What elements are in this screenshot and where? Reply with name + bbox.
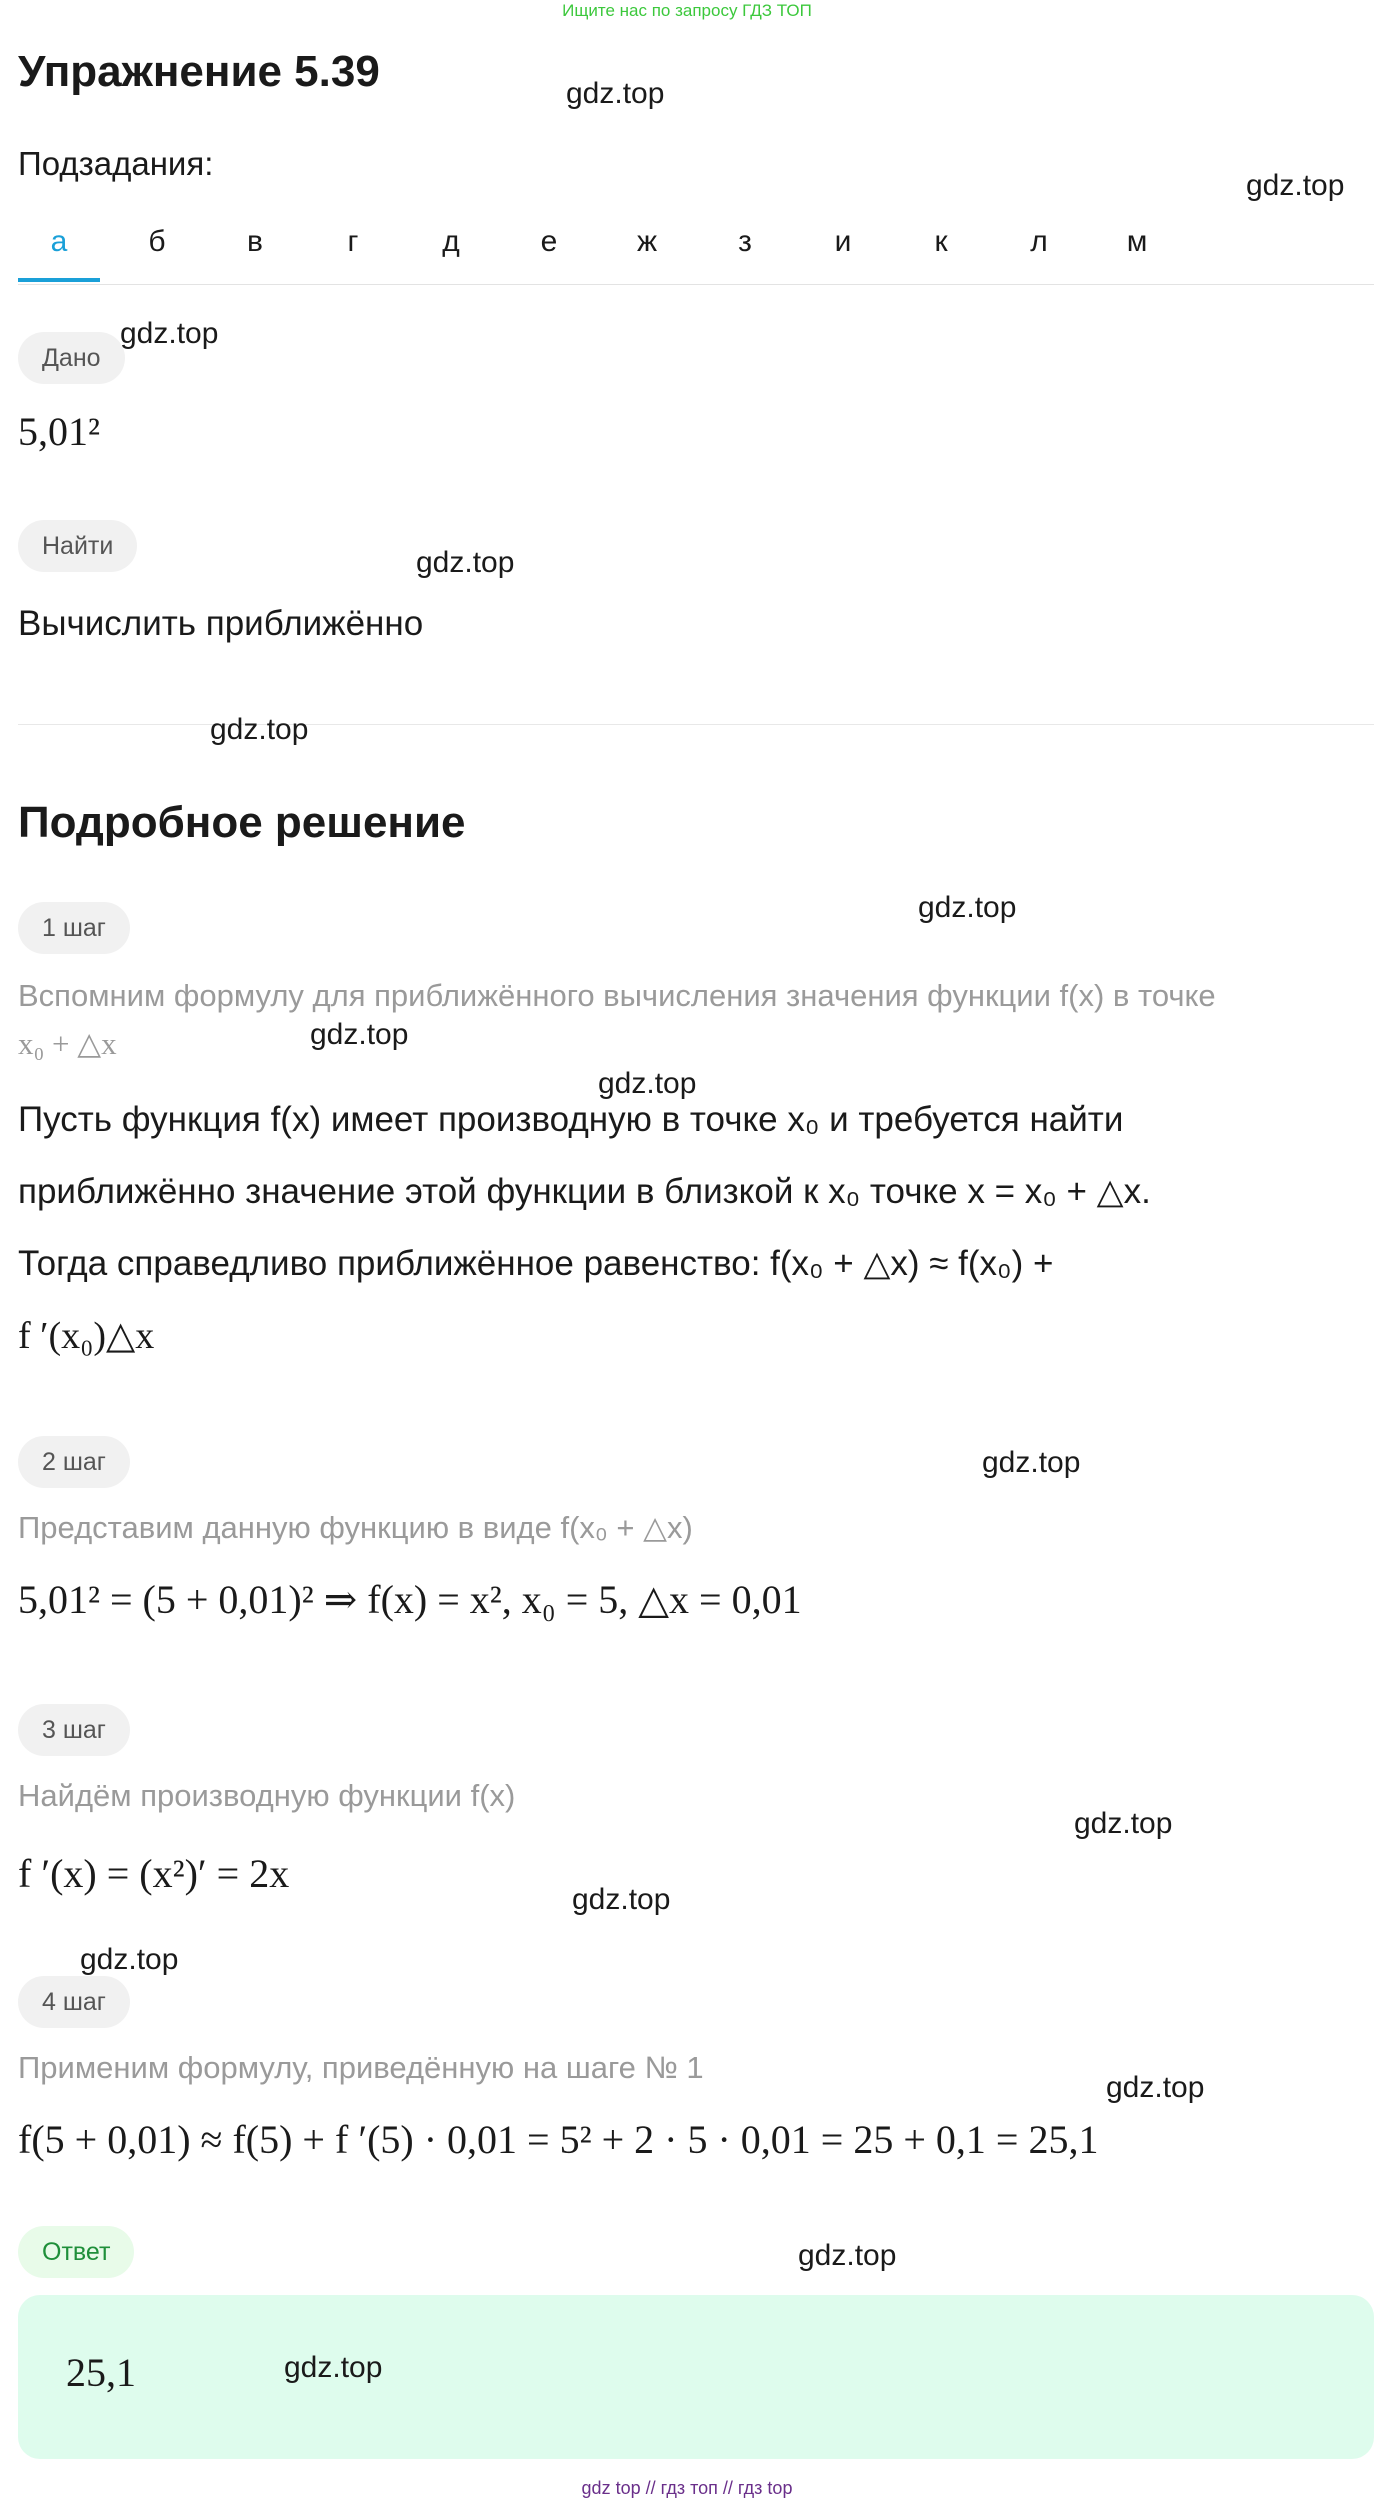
step-4-hint: Применим формулу, приведённую на шаге № 1 [18, 2050, 704, 2085]
step-1-text-1: Пусть функция f(x) имеет производную в точке x₀ и требуется найти [18, 1100, 1124, 1139]
find-value: Вычислить приближённо [18, 604, 424, 643]
watermark: gdz.top [416, 546, 515, 579]
tab-g[interactable]: г [347, 225, 359, 258]
tab-m[interactable]: м [1126, 225, 1148, 258]
tab-b[interactable]: б [148, 225, 166, 258]
watermark: gdz.top [120, 317, 219, 350]
step-4-formula: f(5 + 0,01) ≈ f(5) + f ′(5) · 0,01 = 5² + 2 · 5 · 0,01 = 25 + 0,1 = 25,1 [18, 2117, 1099, 2162]
answer-value: 25,1 [66, 2350, 136, 2395]
watermark: gdz.top [566, 77, 665, 110]
watermark: gdz.top [572, 1883, 671, 1916]
answer-box [18, 2295, 1374, 2459]
step-1-text-3: Тогда справедливо приближённое равенство: f(x₀ + △x) ≈ f(x₀) + [18, 1244, 1054, 1283]
subtasks-label: Подзадания: [18, 145, 214, 182]
watermark: gdz.top [284, 2351, 383, 2384]
step-3-badge: 3 шаг [18, 1704, 130, 1756]
given-badge: Дано [18, 332, 125, 384]
tab-v[interactable]: в [247, 225, 263, 258]
watermark: gdz.top [1074, 1807, 1173, 1840]
watermark: gdz.top [598, 1067, 697, 1100]
top-banner: Ищите нас по запросу ГДЗ ТОП [562, 1, 812, 20]
solution-title: Подробное решение [18, 798, 466, 847]
footer-links: gdz top // гдз топ // гдз top [581, 2478, 793, 2498]
step-2-hint: Представим данную функцию в виде f(x₀ + △x) [18, 1510, 693, 1545]
watermark: gdz.top [1246, 169, 1345, 202]
tab-zh[interactable]: ж [636, 225, 658, 258]
watermark: gdz.top [310, 1018, 409, 1051]
tab-k[interactable]: к [934, 225, 948, 258]
tab-i[interactable]: и [834, 225, 852, 258]
step-1-hint: Вспомним формулу для приближённого вычисления значения функции f(x) в точке [18, 978, 1216, 1013]
tab-z[interactable]: з [738, 225, 752, 258]
step-2-badge: 2 шаг [18, 1436, 130, 1488]
step-1-badge: 1 шаг [18, 902, 130, 954]
step-2-formula: 5,01² = (5 + 0,01)² ⇒ f(x) = x², x₀ = 5, △x = 0,01 [18, 1577, 802, 1622]
step-1-text-4: f ′(x₀)△x [18, 1315, 155, 1357]
tab-a[interactable]: а [18, 222, 100, 282]
watermark: gdz.top [80, 1943, 179, 1976]
watermark: gdz.top [1106, 2071, 1205, 2104]
step-1-text-2: приближённо значение этой функции в близкой к x₀ точке x = x₀ + △x. [18, 1172, 1151, 1211]
tab-e[interactable]: е [540, 225, 558, 258]
given-value: 5,01² [18, 409, 100, 454]
watermark: gdz.top [982, 1446, 1081, 1479]
step-3-formula: f ′(x) = (x²)′ = 2x [18, 1851, 290, 1896]
step-1-hint-formula: x₀ + △x [18, 1026, 117, 1061]
watermark: gdz.top [798, 2239, 897, 2272]
tab-l[interactable]: л [1030, 225, 1048, 258]
answer-badge: Ответ [18, 2226, 134, 2278]
subtask-tabs [18, 218, 1374, 285]
watermark: gdz.top [918, 891, 1017, 924]
step-4-badge: 4 шаг [18, 1976, 130, 2028]
step-3-hint: Найдём производную функции f(x) [18, 1778, 516, 1813]
page-title: Упражнение 5.39 [18, 47, 380, 96]
watermark: gdz.top [210, 713, 309, 746]
find-badge: Найти [18, 520, 137, 572]
tab-d[interactable]: д [442, 225, 460, 258]
